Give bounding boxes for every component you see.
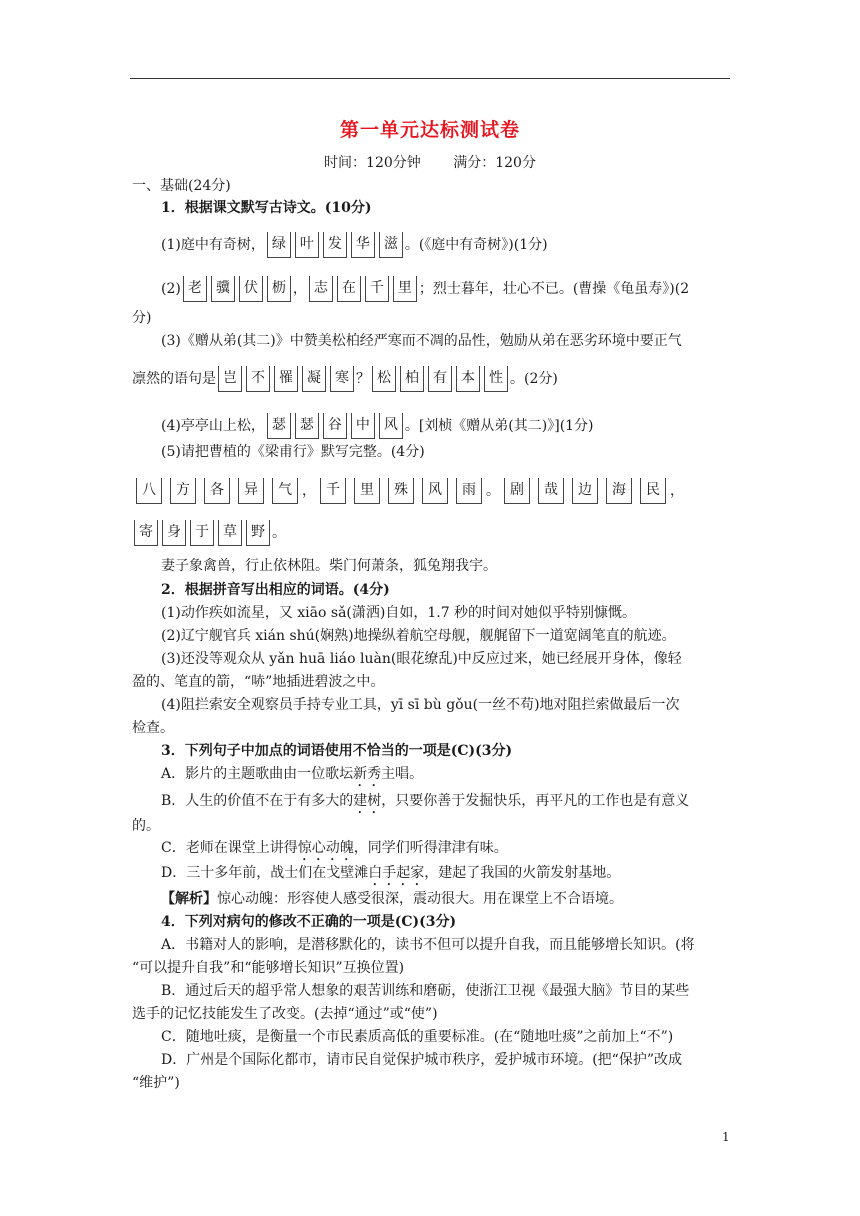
answer-char-box: 志 bbox=[309, 276, 333, 302]
q4-option-a: A．书籍对人的影响，是潜移默化的，读书不但可以提升自我，而且能够增长知识。(将 bbox=[161, 937, 695, 953]
answer-char-box: 瑟 bbox=[267, 413, 291, 439]
q4-option-b-cont: 选手的记忆技能发生了改变。(去掉“通过”或“使”) bbox=[132, 1006, 438, 1022]
answer-char-box: 剧 bbox=[504, 478, 530, 504]
q3-option-a: A．影片的主题歌曲由一位歌坛新秀主唱。 bbox=[161, 766, 424, 782]
answer-char-box: 绿 bbox=[267, 232, 291, 258]
answer-char-box: 身 bbox=[162, 520, 186, 546]
answer-char-box: 于 bbox=[190, 520, 214, 546]
answer-char-box: 寄 bbox=[134, 520, 158, 546]
answer-boxes bbox=[500, 483, 670, 499]
answer-char-box: 伏 bbox=[239, 276, 263, 302]
q1-item5-line3: 妻子象禽兽，行止依林阻。柴门何萧条，狐兔翔我宇。 bbox=[161, 558, 497, 574]
answer-char-box: 殊 bbox=[388, 478, 414, 504]
q2-title: 2．根据拼音写出相应的词语。(4分) bbox=[161, 582, 390, 598]
dotted-word: 新秀 bbox=[353, 766, 382, 782]
answer-boxes bbox=[132, 525, 272, 541]
q2-item4: (4)阻拦索安全观察员手持专业工具，yī sī bù gǒu(一丝不苟)地对阻拦索做最后一次 bbox=[161, 697, 680, 713]
answer-char-box: 雨 bbox=[456, 478, 482, 504]
answer-boxes bbox=[265, 237, 405, 253]
answer-boxes bbox=[181, 281, 293, 297]
answer-boxes bbox=[370, 371, 510, 387]
answer-char-box: 风 bbox=[422, 478, 448, 504]
answer-boxes bbox=[132, 483, 302, 499]
answer-char-box: 有 bbox=[428, 366, 452, 392]
q1-item2-cont: 分) bbox=[132, 310, 152, 326]
q1-item5-line1: (5)请把曹植的《梁甫行》默写完整。(4分) bbox=[161, 444, 425, 460]
q1-item3-line2: 凛然的语句是 岂 不 罹 凝 寒 ？ 松 柏 有 本 性 。(2分) bbox=[132, 366, 558, 392]
answer-boxes bbox=[307, 281, 419, 297]
answer-char-box: 在 bbox=[337, 276, 361, 302]
answer-char-box: 野 bbox=[246, 520, 270, 546]
q3-title: 3．下列句子中加点的词语使用不恰当的一项是(C)(3分) bbox=[161, 743, 513, 759]
header-rule bbox=[130, 78, 730, 79]
answer-char-box: 本 bbox=[456, 366, 480, 392]
q4-option-b: B．通过后天的超乎常人想象的艰苦训练和磨砺，使浙江卫视《最强大脑》节目的某些 bbox=[161, 983, 690, 999]
q4-option-d: D．广州是个国际化都市，请市民自觉保护城市秩序，爱护城市环境。(把“保护”改成 bbox=[161, 1052, 682, 1068]
answer-char-box: 气 bbox=[272, 478, 298, 504]
q2-item3-cont: 盈的、笔直的箭，“哧”地插进碧波之中。 bbox=[132, 674, 385, 690]
q1-item3-line1: (3)《赠从弟(其二)》中赞美松柏经严寒而不凋的品性，勉励从弟在恶劣环境中要正气 bbox=[161, 333, 682, 349]
answer-char-box: 方 bbox=[170, 478, 196, 504]
q3-option-b-cont: 的。 bbox=[132, 818, 160, 834]
q4-title: 4．下列对病句的修改不正确的一项是(C)(3分) bbox=[161, 914, 457, 930]
q4-option-d-cont: “维护”) bbox=[132, 1075, 180, 1091]
q3-option-d: D．三十多年前，战士们在戈壁滩白手起家，建起了我国的火箭发射基地。 bbox=[161, 865, 621, 881]
q1-item5-row2: 寄 身 于 草 野 。 bbox=[132, 520, 286, 546]
q2-item1: (1)动作疾如流星，又 xiāo sǎ(潇洒)自如，1.7 秒的时间对她似乎特别慷慨。 bbox=[161, 605, 637, 621]
answer-char-box: 罹 bbox=[274, 366, 298, 392]
q3-option-c: C．老师在课堂上讲得惊心动魄，同学们听得津津有味。 bbox=[161, 840, 508, 856]
dotted-word: 建树 bbox=[353, 793, 382, 809]
answer-boxes bbox=[265, 418, 405, 434]
answer-char-box: 骥 bbox=[211, 276, 235, 302]
answer-char-box: 瑟 bbox=[295, 413, 319, 439]
full-score: 满分：120分 bbox=[453, 155, 536, 171]
answer-char-box: 老 bbox=[183, 276, 207, 302]
time-limit: 时间：120分钟 bbox=[324, 155, 421, 171]
answer-char-box: 滋 bbox=[379, 232, 403, 258]
answer-char-box: 中 bbox=[351, 413, 375, 439]
answer-char-box: 边 bbox=[572, 478, 598, 504]
answer-char-box: 异 bbox=[238, 478, 264, 504]
q1-item4: (4)亭亭山上松， 瑟 瑟 谷 中 风 。[刘桢《赠从弟(其二)》](1分) bbox=[161, 413, 594, 439]
page-title: 第一单元达标测试卷 bbox=[339, 119, 520, 141]
answer-boxes bbox=[316, 483, 486, 499]
answer-char-box: 发 bbox=[323, 232, 347, 258]
answer-char-box: 松 bbox=[372, 366, 396, 392]
answer-char-box: 叶 bbox=[295, 232, 319, 258]
answer-char-box: 民 bbox=[640, 478, 666, 504]
answer-char-box: 不 bbox=[246, 366, 270, 392]
q2-item4-cont: 检查。 bbox=[132, 720, 174, 736]
section-title: 一、基础(24分) bbox=[132, 178, 231, 194]
answer-char-box: 千 bbox=[320, 478, 346, 504]
answer-char-box: 各 bbox=[204, 478, 230, 504]
answer-char-box: 风 bbox=[379, 413, 403, 439]
q4-option-c: C．随地吐痰，是衡量一个市民素质高低的重要标准。(在“随地吐痰”之前加上“不”) bbox=[161, 1029, 674, 1045]
q4-option-a-cont: “可以提升自我”和“能够增长知识”互换位置) bbox=[132, 960, 405, 976]
answer-boxes bbox=[216, 371, 356, 387]
q1-item2: (2) 老 骥 伏 枥 ， 志 在 千 里 ；烈士暮年，壮心不已。(曹操《龟虽寿》)(2 bbox=[161, 276, 689, 302]
answer-char-box: 寒 bbox=[330, 366, 354, 392]
dotted-word: 白手起家 bbox=[368, 865, 425, 881]
answer-char-box: 里 bbox=[354, 478, 380, 504]
q1-item5-row1: 八 方 各 异 气 ， 千 里 殊 风 雨 。 剧 哉 边 海 民 ， bbox=[132, 478, 684, 504]
answer-char-box: 哉 bbox=[538, 478, 564, 504]
dotted-word: 惊心动魄 bbox=[297, 840, 354, 856]
q2-item3: (3)还没等观众从 yǎn huā liáo luàn(眼花缭乱)中反应过来，她已经展开身体，像轻 bbox=[161, 651, 682, 667]
analysis-label: 【解析】 bbox=[161, 891, 217, 907]
answer-char-box: 海 bbox=[606, 478, 632, 504]
q3-option-b: B．人生的价值不在于有多大的建树，只要你善于发掘快乐，再平凡的工作也是有意义 bbox=[161, 793, 690, 809]
answer-char-box: 柏 bbox=[400, 366, 424, 392]
answer-char-box: 千 bbox=[365, 276, 389, 302]
answer-char-box: 岂 bbox=[218, 366, 242, 392]
answer-char-box: 八 bbox=[136, 478, 162, 504]
q3-analysis: 【解析】惊心动魄：形容使人感受很深，震动很大。用在课堂上不合语境。 bbox=[161, 891, 623, 907]
q1-title: 1．根据课文默写古诗文。(10分) bbox=[161, 200, 372, 216]
answer-char-box: 里 bbox=[393, 276, 417, 302]
answer-char-box: 草 bbox=[218, 520, 242, 546]
answer-char-box: 凝 bbox=[302, 366, 326, 392]
q2-item2: (2)辽宁舰官兵 xián shú(娴熟)地操纵着航空母舰，舰艉留下一道宽阔笔直的航迹。 bbox=[161, 628, 676, 644]
answer-char-box: 枥 bbox=[267, 276, 291, 302]
page-number: 1 bbox=[722, 1130, 730, 1144]
answer-char-box: 华 bbox=[351, 232, 375, 258]
q1-item1: (1)庭中有奇树， 绿 叶 发 华 滋 。(《庭中有奇树》)(1分) bbox=[161, 232, 548, 258]
answer-char-box: 性 bbox=[484, 366, 508, 392]
answer-char-box: 谷 bbox=[323, 413, 347, 439]
exam-meta bbox=[0, 152, 860, 172]
